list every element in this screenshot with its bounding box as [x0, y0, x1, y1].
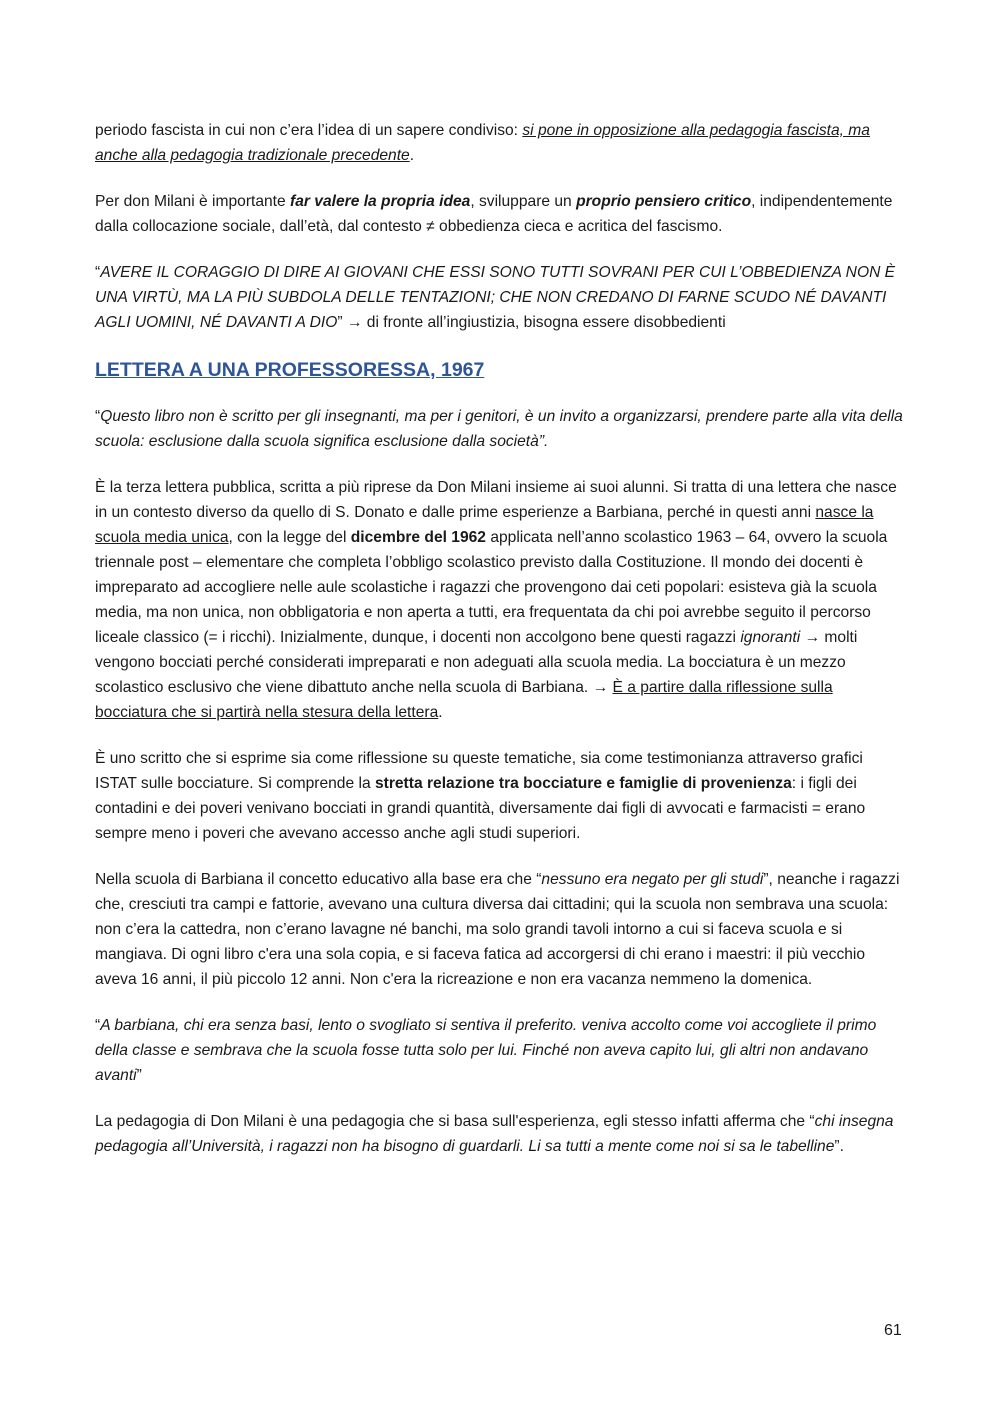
underlined-text: nasce la scuola media unica [95, 504, 874, 546]
page-content [95, 118, 907, 1180]
text-run: ” [136, 1067, 142, 1084]
text-run: ”, neanche i ragazzi che, cresciuti tra campi e fattorie, avevano una cultura diversa dai cittadini; qui la scuola non sembrava una scuola: non c’era la cattedra, non c’erano lavagne né banchi, ma solo grandi tavoli intorno a cui si faceva scuola e si mangiava. Di ogni libro c'era una sola copia, e si faceva fatica ad accorgersi di chi erano i maestri: il più vecchio aveva 16 anni, il più piccolo 12 anni. Non c'era la ricreazione e non era vacanza nemmeno la domenica. [95, 871, 900, 988]
italic-quote: Questo libro non è scritto per gli insegnanti, ma per i genitori, è un invito a organizzarsi, prendere parte alla vita della scuola: esclusione dalla scuola significa esclusione dalla società”. [95, 408, 903, 450]
bold-italic-text: far valere la propria idea [290, 193, 471, 210]
text-run: La pedagogia di Don Milani è una pedagogia che si basa sull'esperienza, egli stesso infatti afferma che “ [95, 1113, 815, 1130]
paragraph-istat-statistics [95, 746, 907, 846]
bold-text: stretta relazione tra bocciature e famiglie di provenienza [374, 775, 792, 792]
italic-quote: A barbiana, chi era senza basi, lento o svogliato si sentiva il preferito. veniva accolto come voi accogliete il primo della classe e sembrava che la scuola fosse tutta solo per lui. Finché non aveva capito lui, gli altri non andavano avanti [95, 1017, 877, 1084]
text-run: È uno scritto che si esprime sia come riflessione su queste tematiche, sia come testimonianza attraverso grafici ISTAT sulle bocciature. Si comprende la [95, 750, 863, 792]
text-run: , indipendentemente dalla collocazione sociale, dall’età, dal contesto ≠ obbedienza cieca e acritica del fascismo. [95, 193, 893, 235]
paragraph-third-letter [95, 475, 907, 725]
paragraph-barbiana-school [95, 867, 907, 992]
paragraph-critical-thinking [95, 189, 907, 239]
text-run: applicata nell’anno scolastico 1963 – 64, ovvero la scuola triennale post – elementare che completa l’obbligo scolastico previsto dalla Costituzione. Il mondo dei docenti è impreparato ad accogliere nelle aule scolastiche i ragazzi che provengono dai ceti popolari: esisteva già la scuola media, ma non unica, non obbligatoria e non aperta a tutti, era frequentata da chi poi avrebbe seguito il percorso liceale classico (= i ricchi). Inizialmente, dunque, i docenti non accolgono bene questi ragazzi [95, 529, 888, 646]
text-run: . [409, 147, 415, 164]
text-run: periodo fascista in cui non c’era l’idea di un sapere condiviso: [95, 122, 523, 139]
text-run: : i figli dei contadini e dei poveri venivano bocciati in grandi quantità, diversamente dai figli di avvocati e farmacisti = erano sempre meno i poveri che avevano accesso anche agli studi superiori. [95, 775, 866, 842]
italic-quote: AVERE IL CORAGGIO DI DIRE AI GIOVANI CHE ESSI SONO TUTTI SOVRANI PER CUI L’OBBEDIENZA NON È UNA VIRTÙ, MA LA PIÙ SUBDOLA DELLE TENTAZIONI; CHE NON CREDANO DI FARNE SCUDO NÉ DAVANTI AGLI UOMINI, NÉ DAVANTI A DIO [95, 264, 896, 331]
paragraph-pedagogy-experience [95, 1109, 907, 1159]
text-run: Nella scuola di Barbiana il concetto educativo alla base era che “ [95, 871, 542, 888]
paragraph-book-quote [95, 404, 907, 454]
text-run: . [438, 704, 443, 721]
text-run: ” → di fronte all’ingiustizia, bisogna essere disobbedienti [337, 314, 726, 331]
text-run: Per don Milani è importante [95, 193, 291, 210]
paragraph-fascism-context [95, 118, 907, 168]
bold-text: dicembre del 1962 [350, 529, 486, 546]
italic-text: ignoranti [740, 629, 801, 646]
underlined-italic-text: si pone in opposizione alla pedagogia fascista, ma anche alla pedagogia tradizionale precedente [95, 122, 870, 164]
text-run: → molti vengono bocciati perché considerati impreparati e non adeguati alla scuola media. La bocciatura è un mezzo scolastico esclusivo che viene dibattuto anche nella scuola di Barbiana. → [95, 629, 858, 696]
text-run: “ [95, 408, 101, 425]
text-run: , sviluppare un [470, 193, 577, 210]
text-run: È la terza lettera pubblica, scritta a più riprese da Don Milani insieme ai suoi alunni. Si tratta di una lettera che nasce in un contesto diverso da quello di S. Donato e dalle prime esperienze a Barbiana, perché in questi anni [95, 479, 897, 521]
italic-text: nessuno era negato per gli studi [541, 871, 764, 888]
paragraph-obedience-quote [95, 260, 907, 335]
text-run: , con la legge del [228, 529, 351, 546]
section-heading: LETTERA A UNA PROFESSORESSA, 1967 [95, 359, 485, 381]
italic-quote: chi insegna pedagogia all’Università, i ragazzi non ha bisogno di guardarli. Li sa tutti a mente come noi si sa le tabelline [95, 1113, 894, 1155]
underlined-text: È a partire dalla riflessione sulla bocciatura che si partirà nella stesura della lettera [95, 679, 833, 721]
bold-italic-text: proprio pensiero critico [576, 193, 752, 210]
text-run: “ [95, 1017, 101, 1034]
page-number: 61 [884, 1322, 902, 1339]
text-run: ”. [834, 1138, 844, 1155]
paragraph-barbiana-quote [95, 1013, 907, 1088]
text-run: “ [95, 264, 101, 281]
